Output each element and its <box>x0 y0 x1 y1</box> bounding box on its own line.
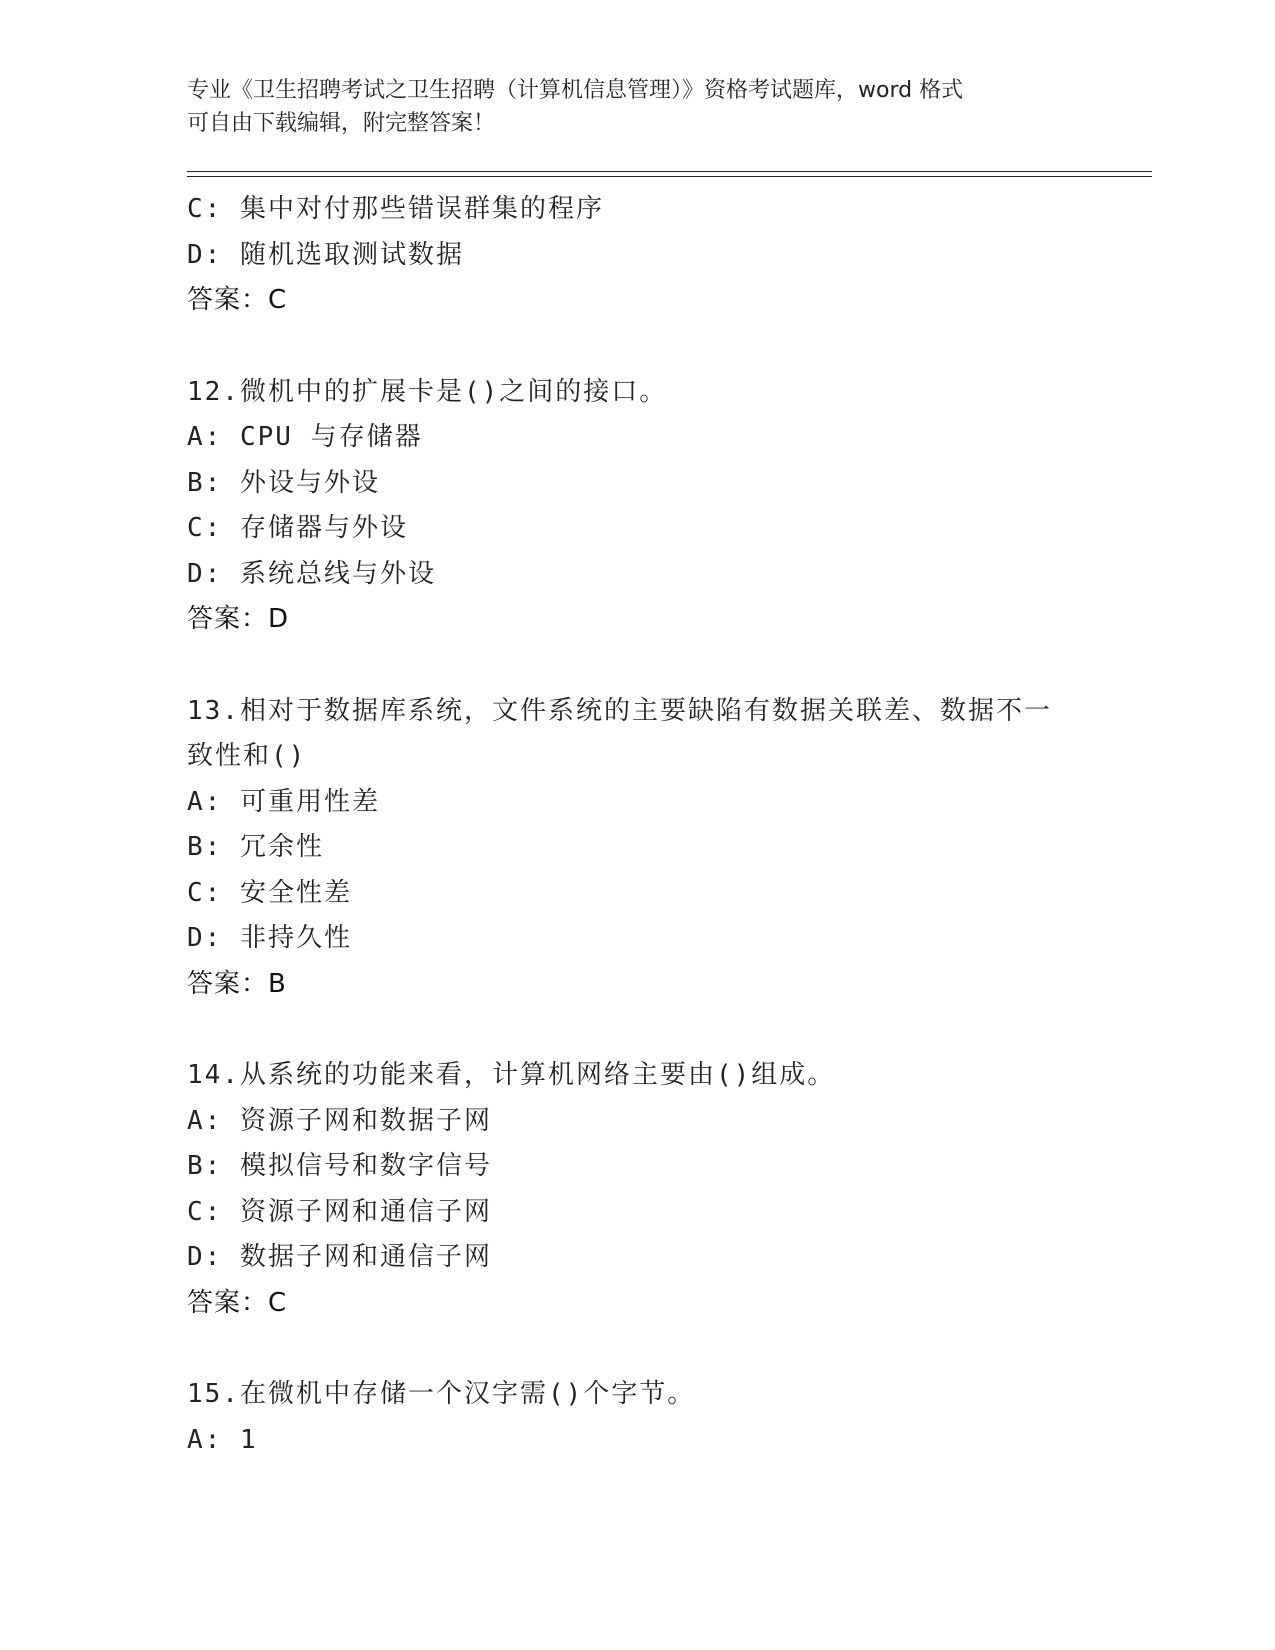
option-a: A: 1 <box>187 1424 258 1455</box>
header-rule-bottom <box>187 176 1152 177</box>
question-list <box>187 187 1087 1463</box>
answer-prefix: 答案： <box>187 1287 269 1318</box>
option-b: B: 冗余性 <box>187 832 324 862</box>
answer-value: C <box>268 1287 288 1318</box>
question-11-continued <box>187 187 1087 324</box>
header-rule-top <box>187 171 1152 172</box>
answer-value: D <box>268 604 290 634</box>
question-text: 15.在微机中存储一个汉字需()个字节。 <box>187 1379 696 1409</box>
answer-value: B <box>268 968 287 999</box>
option-b: B: 外设与外设 <box>187 467 380 498</box>
option-a: A: 可重用性差 <box>187 786 380 817</box>
header-line-2: 可自由下载编辑，附完整答案！ <box>187 111 496 136</box>
answer-line <box>187 962 1087 1008</box>
answer-prefix: 答案： <box>187 604 269 634</box>
option-d: D: 随机选取测试数据 <box>187 239 464 270</box>
question-12 <box>187 370 1087 643</box>
option-c: C: 集中对付那些错误群集的程序 <box>187 194 604 224</box>
option-d: D: 非持久性 <box>187 923 352 953</box>
option-d: D: 数据子网和通信子网 <box>187 1242 492 1272</box>
answer-prefix: 答案： <box>187 285 269 315</box>
answer-line <box>187 278 1087 324</box>
question-14 <box>187 1053 1087 1326</box>
option-c: C: 资源子网和通信子网 <box>187 1196 492 1227</box>
answer-line <box>187 597 1087 643</box>
question-13 <box>187 689 1087 1008</box>
header-line-1: 专业《卫生招聘考试之卫生招聘（计算机信息管理）》资格考试题库，word 格式 <box>187 78 964 103</box>
option-d: D: 系统总线与外设 <box>187 558 436 589</box>
question-text-line-1: 13.相对于数据库系统，文件系统的主要缺陷有数据关联差、数据不一 <box>187 695 1052 726</box>
option-c: C: 存储器与外设 <box>187 513 408 543</box>
answer-prefix: 答案： <box>187 968 269 999</box>
question-text-line-2: 致性和() <box>187 741 307 771</box>
answer-line <box>187 1281 1087 1327</box>
question-15 <box>187 1372 1087 1463</box>
question-text: 14.从系统的功能来看，计算机网络主要由()组成。 <box>187 1060 836 1090</box>
document-header <box>187 74 1087 140</box>
option-c: C: 安全性差 <box>187 877 352 908</box>
option-b: B: 模拟信号和数字信号 <box>187 1151 492 1181</box>
answer-value: C <box>268 285 288 315</box>
option-a: A: 资源子网和数据子网 <box>187 1105 492 1136</box>
question-text: 12.微机中的扩展卡是()之间的接口。 <box>187 376 668 407</box>
option-a: A: CPU 与存储器 <box>187 422 423 452</box>
